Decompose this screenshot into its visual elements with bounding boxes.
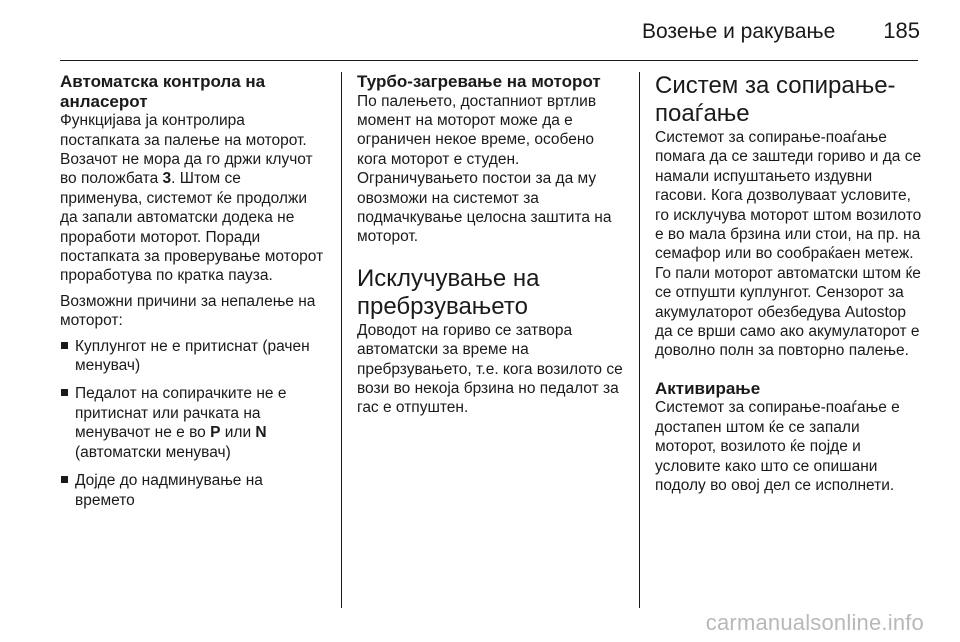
column-3 (655, 72, 923, 502)
bold-fragment: N (255, 424, 267, 442)
column-divider-1 (341, 72, 342, 608)
paragraph-activation: Системот за сопирање-поаѓање е достапен штом ќе се запали моторот, возилото ќе појде и условите како што се опишани подолу во овој дел се исполнети. (655, 399, 900, 495)
paragraph-starter-intro (60, 111, 326, 286)
text-fragment: Функцијава ја контролира постапката за палење на моторот. Возачот не мора да го држи клучот во положбата (60, 112, 313, 188)
list-item: Дојде до надминување на времето (60, 471, 326, 510)
section-heading-turbo: Турбо-загревање на моторот (357, 72, 601, 91)
section-heading-overrun-cutoff: Исклучување на пребрзувањето (357, 264, 540, 320)
header-rule (60, 60, 918, 61)
paragraph-causes: Возможни причини за непалење на моторот: (60, 292, 316, 330)
paragraph-stop-start: Системот за сопирање-поаѓање помага да се заштеди гориво и да се намали испуштањето издувни гасови. Кога дозволуваат условите, го исклучува моторот штом возилото е во мала брзина или стои, на пр. на семафор или во сообраќаен метеж. Го пали моторот автоматски штом ќе се отпушти куплунгот. Сензорот за акумулаторот обезбедува Autostop да се врши само ако акумулаторот е доволно полн за повторно палење. (655, 129, 922, 360)
bullet-list (60, 337, 326, 510)
column-2 (357, 72, 627, 424)
paragraph-turbo: По палењето, достапниот вртлив момент на моторот може да е ограничен некое време, особено кога моторот е студен. Ограничувањето постои за да му овозможи на системот за подмачкување целосна заштита на моторот. (357, 92, 612, 246)
bold-fragment: P (210, 424, 221, 442)
section-heading-starter-control: Автоматска контрола на анласерот (60, 72, 266, 111)
page-header (60, 18, 920, 48)
list-item (60, 384, 326, 462)
section-heading-activation: Активирање (655, 378, 761, 398)
column-divider-2 (639, 72, 640, 608)
text-fragment: Педалот на сопирачките не е притиснат или рачката на менувачот не е во (75, 385, 287, 442)
paragraph-overrun-cutoff: Доводот на гориво се затвора автоматски за време на пребрзувањето, т.е. кога возилото се вози во некоја брзина но педалот за гас е отпуштен. (357, 321, 623, 417)
text-fragment: или (220, 424, 256, 442)
section-heading-stop-start: Систем за сопирање-поаѓање (655, 72, 896, 127)
column-1 (60, 72, 326, 519)
running-title: Возење и ракување (641, 20, 836, 43)
page-number: 185 (883, 18, 920, 43)
watermark: carmanualsonline.info (705, 610, 924, 635)
list-item: Куплунгот не е притиснат (рачен менувач) (60, 337, 326, 376)
text-fragment: (автоматски менувач) (75, 443, 231, 461)
bold-fragment: 3 (162, 170, 172, 188)
text-fragment: . Штом се применува, системот ќе продолжи да запали автоматски додека не проработи моторот. Поради постапката за проверување моторот проработува по кратка пауза. (60, 170, 324, 285)
